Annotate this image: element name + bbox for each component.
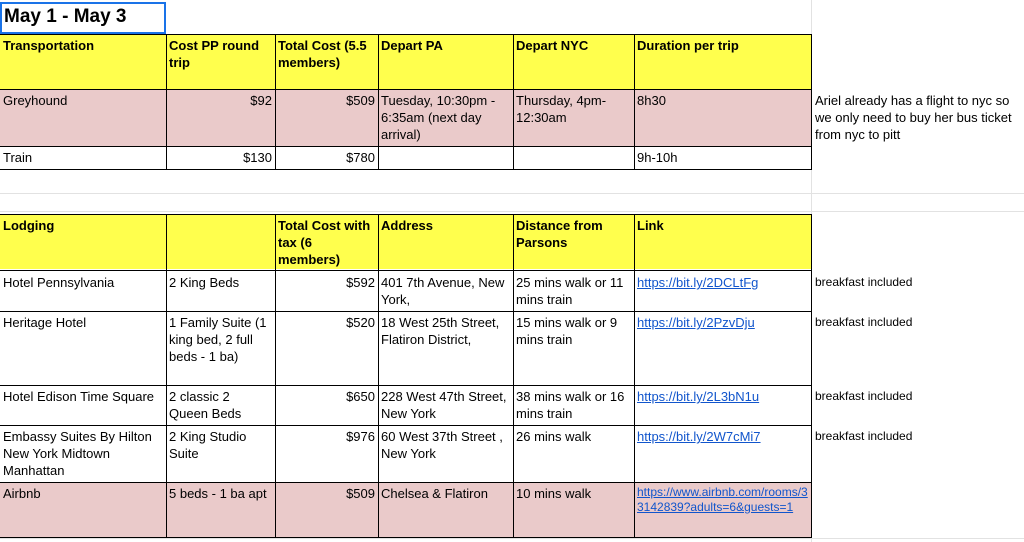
lodging-row-5-beds[interactable]: 5 beds - 1 ba apt bbox=[166, 483, 275, 537]
train-duration[interactable]: 9h-10h bbox=[637, 150, 678, 165]
lodging-row-1-name[interactable]: Hotel Pennsylvania bbox=[3, 275, 115, 290]
lodging-row-5-distance[interactable]: 10 mins walk bbox=[513, 483, 634, 537]
lodging-row-4-link[interactable]: https://bit.ly/2W7cMi7 bbox=[637, 429, 761, 444]
header-lodging[interactable]: Lodging bbox=[0, 215, 166, 269]
header-transportation[interactable]: Transportation bbox=[0, 35, 166, 89]
lodging-row-3-link-cell[interactable] bbox=[634, 386, 811, 424]
lodging-row-3-link[interactable]: https://bit.ly/2L3bN1u bbox=[637, 389, 760, 404]
lodging-row-5-total[interactable]: $509 bbox=[275, 483, 378, 537]
greyhound-depart-pa[interactable]: Tuesday, 10:30pm - 6:35am (next day arrival) bbox=[378, 90, 513, 146]
lodging-row-3-note[interactable]: breakfast included bbox=[815, 389, 913, 403]
lodging-row-2-link[interactable]: https://bit.ly/2PzvDju bbox=[637, 315, 755, 330]
header-distance[interactable]: Distance from Parsons bbox=[513, 215, 634, 269]
header-total-cost[interactable]: Total Cost (5.5 members) bbox=[275, 35, 378, 89]
header-duration[interactable]: Duration per trip bbox=[634, 35, 811, 89]
train-name[interactable]: Train bbox=[3, 150, 33, 165]
greyhound-name[interactable]: Greyhound bbox=[0, 90, 166, 146]
lodging-row-3-address[interactable]: 228 West 47th Street, New York bbox=[381, 389, 507, 421]
lodging-row-1-total[interactable]: $592 bbox=[346, 275, 375, 290]
header-lodging-blank[interactable] bbox=[166, 215, 275, 269]
sheet-title: May 1 - May 3 bbox=[4, 6, 127, 27]
lodging-row-4-beds[interactable]: 2 King Studio Suite bbox=[169, 429, 247, 461]
lodging-row-3-name[interactable]: Hotel Edison Time Square bbox=[3, 389, 155, 404]
header-depart-nyc[interactable]: Depart NYC bbox=[513, 35, 634, 89]
title-cell[interactable] bbox=[0, 2, 166, 34]
lodging-row-3-total[interactable]: $650 bbox=[346, 389, 375, 404]
greyhound-depart-nyc[interactable]: Thursday, 4pm-12:30am bbox=[513, 90, 634, 146]
lodging-row-4-name[interactable]: Embassy Suites By Hilton New York Midtown Manhattan bbox=[3, 429, 152, 478]
lodging-row-4-address[interactable]: 60 West 37th Street , New York bbox=[381, 429, 503, 461]
lodging-row-2-note[interactable]: breakfast included bbox=[815, 315, 913, 329]
train-cost[interactable]: $130 bbox=[243, 150, 272, 165]
lodging-row-2-total[interactable]: $520 bbox=[346, 315, 375, 330]
lodging-row-1-link[interactable]: https://bit.ly/2DCLtFg bbox=[637, 275, 759, 290]
lodging-row-5-link-cell[interactable] bbox=[634, 483, 811, 537]
lodging-row-5-name[interactable]: Airbnb bbox=[0, 483, 166, 537]
lodging-row-1-link-cell[interactable] bbox=[634, 272, 811, 310]
lodging-row-1-address[interactable]: 401 7th Avenue, New York, bbox=[381, 275, 505, 307]
train-depart-nyc[interactable] bbox=[513, 147, 634, 169]
lodging-row-2-link-cell[interactable] bbox=[634, 312, 811, 384]
greyhound-total[interactable]: $509 bbox=[275, 90, 378, 146]
lodging-row-5-address[interactable]: Chelsea & Flatiron bbox=[378, 483, 513, 537]
lodging-row-5-link[interactable]: https://www.airbnb.com/rooms/33142839?adults=6&guests=1 bbox=[637, 485, 808, 514]
header-total-cost-tax[interactable]: Total Cost with tax (6 members) bbox=[275, 215, 378, 269]
lodging-row-2-address[interactable]: 18 West 25th Street, Flatiron District, bbox=[381, 315, 500, 347]
lodging-row-2-distance[interactable]: 15 mins walk or 9 mins train bbox=[516, 315, 618, 347]
lodging-row-1-distance[interactable]: 25 mins walk or 11 mins train bbox=[516, 275, 624, 307]
train-depart-pa[interactable] bbox=[378, 147, 513, 169]
greyhound-note[interactable]: Ariel already has a flight to nyc so we only need to buy her bus ticket from nyc to pitt bbox=[815, 93, 1012, 142]
header-cost-pp[interactable]: Cost PP round trip bbox=[166, 35, 275, 89]
lodging-row-4-distance[interactable]: 26 mins walk bbox=[516, 429, 592, 444]
greyhound-cost[interactable]: $92 bbox=[166, 90, 275, 146]
header-depart-pa[interactable]: Depart PA bbox=[378, 35, 513, 89]
lodging-row-1-note[interactable]: breakfast included bbox=[815, 275, 913, 289]
lodging-row-4-link-cell[interactable] bbox=[634, 426, 811, 481]
lodging-row-1-beds[interactable]: 2 King Beds bbox=[169, 275, 240, 290]
lodging-row-4-note[interactable]: breakfast included bbox=[815, 429, 913, 443]
header-link[interactable]: Link bbox=[634, 215, 811, 269]
lodging-row-3-distance[interactable]: 38 mins walk or 16 mins train bbox=[516, 389, 625, 421]
lodging-row-2-name[interactable]: Heritage Hotel bbox=[3, 315, 87, 330]
lodging-row-2-beds[interactable]: 1 Family Suite (1 king bed, 2 full beds - 1 ba) bbox=[169, 315, 267, 364]
train-total[interactable]: $780 bbox=[346, 150, 375, 165]
lodging-row-3-beds[interactable]: 2 classic 2 Queen Beds bbox=[169, 389, 242, 421]
lodging-row-4-total[interactable]: $976 bbox=[346, 429, 375, 444]
header-address[interactable]: Address bbox=[378, 215, 513, 269]
greyhound-duration[interactable]: 8h30 bbox=[634, 90, 811, 146]
